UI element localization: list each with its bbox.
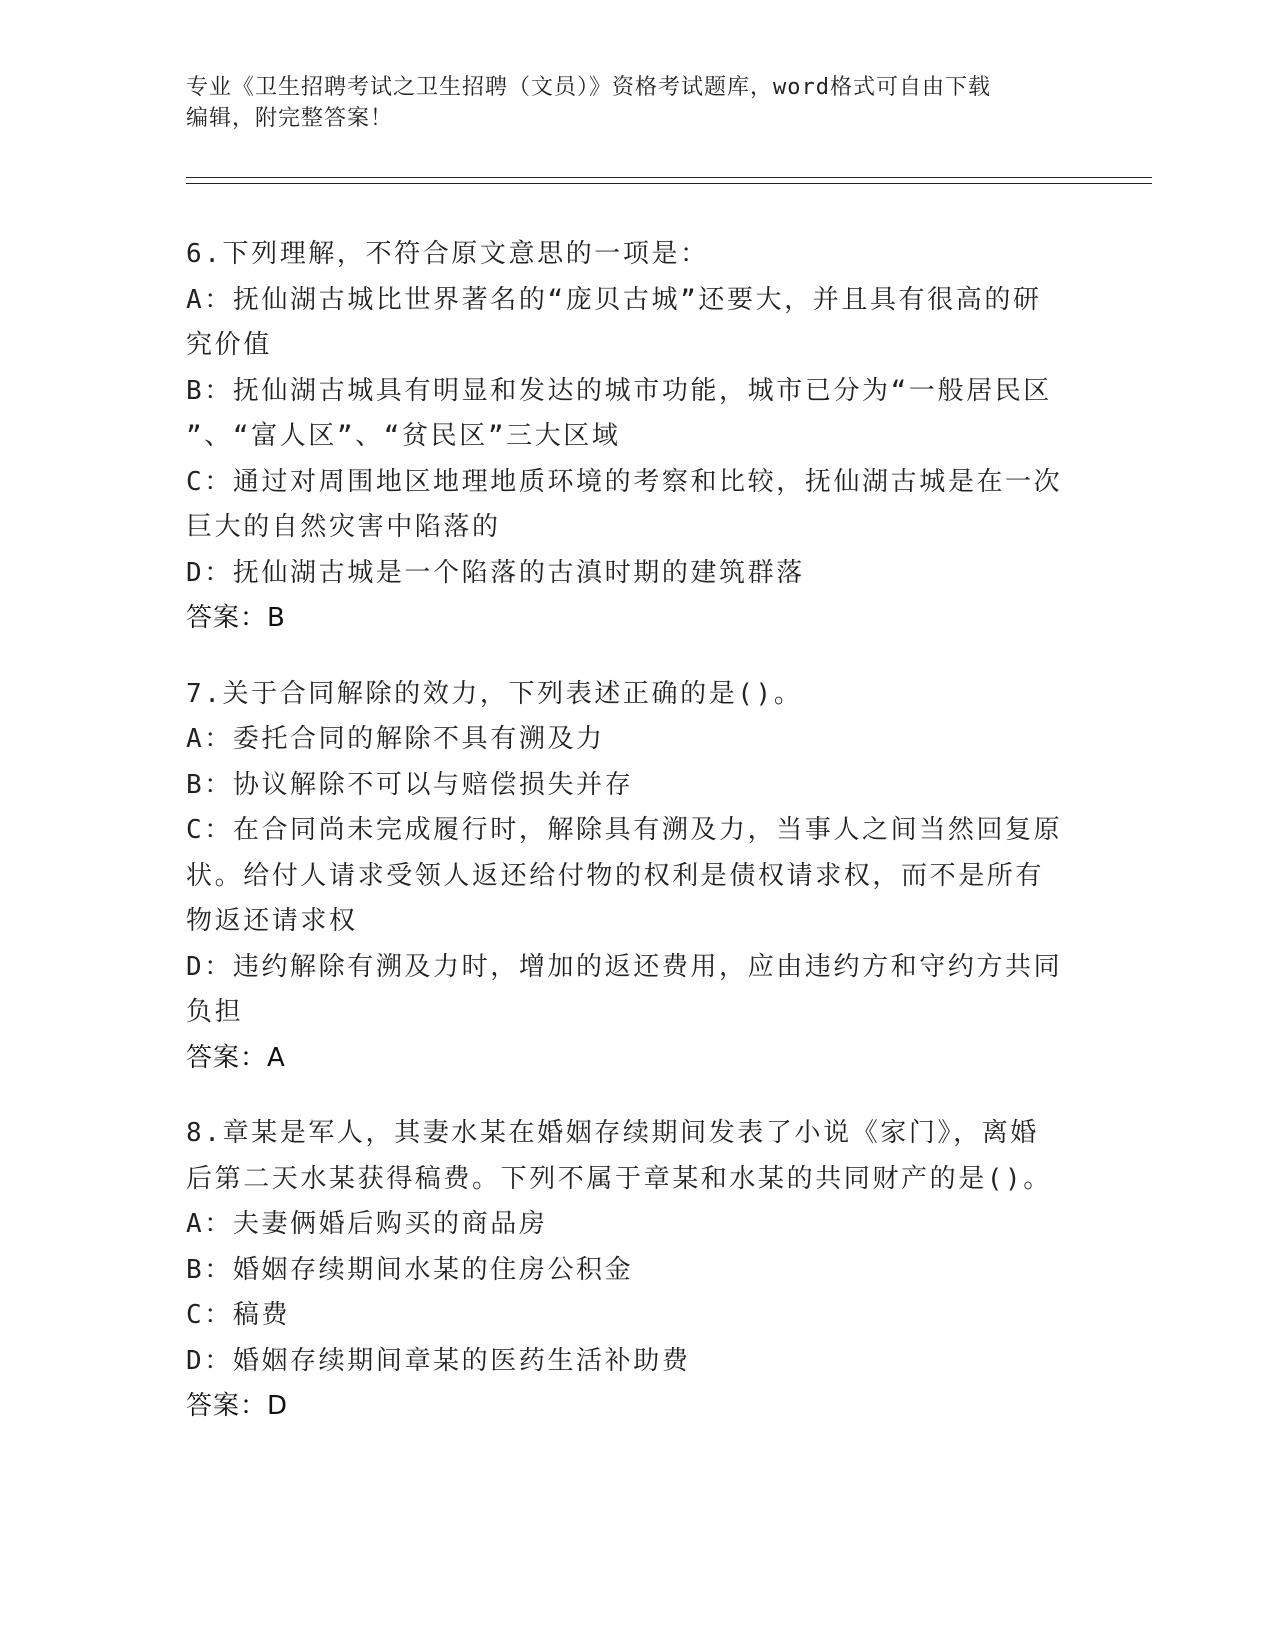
option-line: 巨大的自然灾害中陷落的 — [186, 512, 501, 542]
header-line-1: 专业《卫生招聘考试之卫生招聘（文员）》资格考试题库，word格式可自由下载 — [186, 75, 991, 100]
option-d — [186, 1339, 1086, 1385]
question-6 — [186, 232, 1086, 642]
option-c — [186, 460, 1086, 551]
question-8 — [186, 1111, 1086, 1430]
option-line: 状。给付人请求受领人返还给付物的权利是债权请求权，而不是所有 — [186, 860, 1045, 891]
option-line: D：婚姻存续期间章某的医药生活补助费 — [186, 1345, 691, 1376]
option-line: 物返还请求权 — [186, 906, 358, 936]
option-b — [186, 1248, 1086, 1294]
option-line: B：婚姻存续期间水某的住房公积金 — [186, 1254, 634, 1285]
header-line-2: 编辑，附完整答案！ — [186, 106, 394, 131]
option-d — [186, 551, 1086, 597]
option-line: A：抚仙湖古城比世界著名的“庞贝古城”还要大，并且具有很高的研 — [186, 284, 1042, 315]
option-d — [186, 945, 1086, 1036]
answer-label: 答案：A — [186, 1042, 286, 1073]
answer-label: 答案：B — [186, 603, 286, 633]
option-line: 负担 — [186, 997, 244, 1027]
document-header — [186, 72, 1066, 134]
option-b — [186, 763, 1086, 809]
option-c — [186, 808, 1086, 945]
option-line: B：协议解除不可以与赔偿损失并存 — [186, 769, 634, 800]
option-b — [186, 369, 1086, 460]
option-line: A：委托合同的解除不具有溯及力 — [186, 724, 605, 754]
option-a — [186, 278, 1086, 369]
question-list — [186, 232, 1086, 1460]
question-stem: 8.章某是军人，其妻水某在婚姻存续期间发表了小说《家门》，离婚 — [186, 1118, 1039, 1148]
option-line: C：稿费 — [186, 1300, 291, 1330]
option-line: C：在合同尚未完成履行时，解除具有溯及力，当事人之间当然回复原 — [186, 815, 1063, 845]
option-c — [186, 1293, 1086, 1339]
question-7 — [186, 672, 1086, 1082]
option-line: A：夫妻俩婚后购买的商品房 — [186, 1209, 548, 1239]
header-divider-bottom — [186, 183, 1152, 184]
question-stem: 7.关于合同解除的效力，下列表述正确的是()。 — [186, 678, 803, 709]
option-a — [186, 1202, 1086, 1248]
option-a — [186, 717, 1086, 763]
option-line: D：违约解除有溯及力时，增加的返还费用，应由违约方和守约方共同 — [186, 951, 1063, 982]
answer-label: 答案：D — [186, 1391, 289, 1421]
question-stem: 后第二天水某获得稿费。下列不属于章某和水某的共同财产的是()。 — [186, 1163, 1052, 1194]
header-divider-top — [186, 177, 1152, 178]
option-line: B：抚仙湖古城具有明显和发达的城市功能，城市已分为“一般居民区 — [186, 375, 1052, 406]
question-stem: 6.下列理解，不符合原文意思的一项是： — [186, 239, 709, 269]
option-line: ”、“富人区”、“贫民区”三大区域 — [186, 421, 621, 451]
option-line: 究价值 — [186, 330, 272, 360]
option-line: D：抚仙湖古城是一个陷落的古滇时期的建筑群落 — [186, 557, 805, 588]
option-line: C：通过对周围地区地理地质环境的考察和比较，抚仙湖古城是在一次 — [186, 466, 1063, 497]
